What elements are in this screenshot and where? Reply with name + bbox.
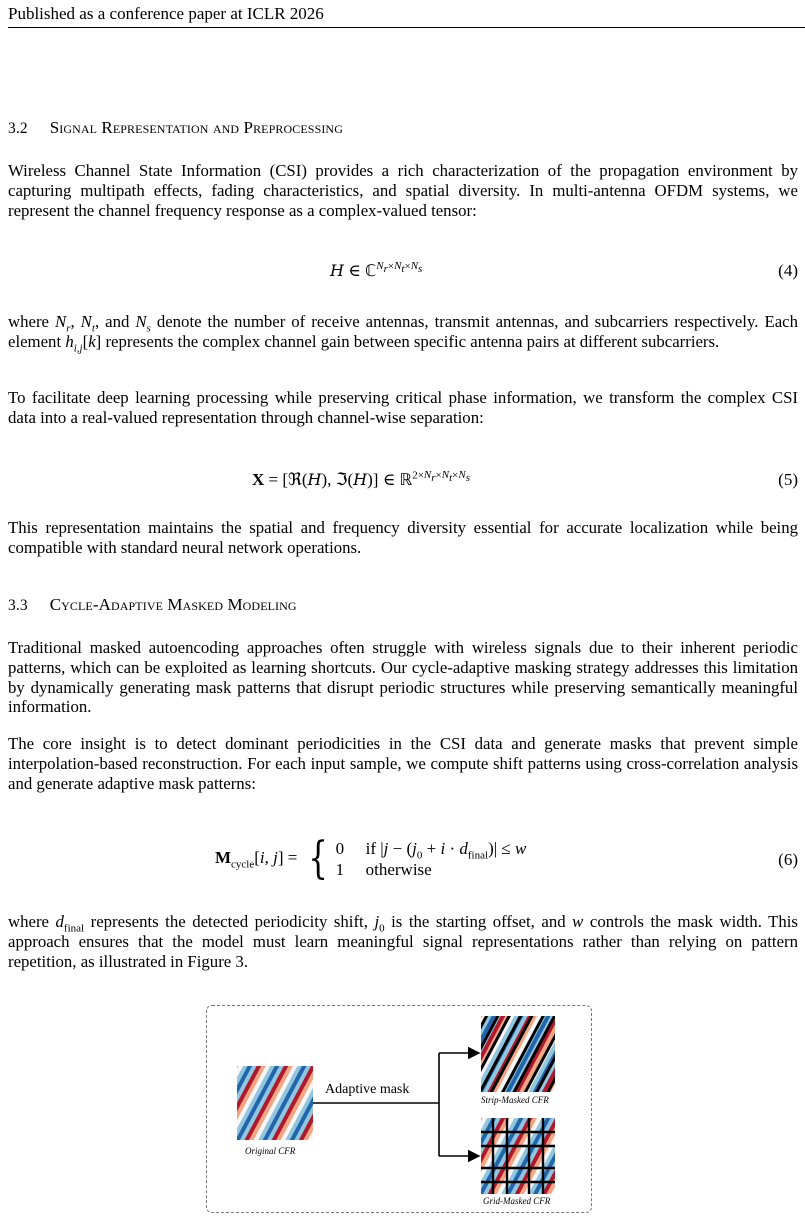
paragraph-representation: This representation maintains the spatial and frequency diversity essential for accurate localization while being compatible with standard neural network operations.	[8, 518, 798, 557]
strip-masked-cfr-image	[481, 1016, 555, 1092]
equation-4-body: H ∈ ℂ$^{N_r\times N_t\times N_s}$	[330, 260, 423, 280]
equation-6-number: (6)	[778, 850, 798, 869]
arrow-label: Adaptive mask	[325, 1082, 410, 1097]
paragraph-masked-autoencoding: Traditional masked autoencoding approaches often struggle with wireless signals due to their inherent periodic patterns, which can be exploited as learning shortcuts. Our cycle-adaptive masking strategy addresses this limitation by dynamically generating mask patterns that disrupt periodic structures while preserving semantically meaningful information.	[8, 638, 798, 717]
equation-6-body: $M_{cycle}[i$, j] = { 0 if $|j - (j_0 + i \cdot d_{final})| \le w$ 1 otherwise	[215, 833, 527, 884]
paragraph-csi-intro: Wireless Channel State Information (CSI) provides a rich characterization of the propagation environment by capturing multipath effects, fading characteristics, and spatial diversity. In multi-antenna OFDM systems, we represent the channel frequency response as a complex-valued tensor:	[8, 161, 798, 220]
page-header: Published as a conference paper at ICLR 2026	[8, 4, 324, 23]
section-title: Signal Representation and Preprocessing	[49, 118, 343, 137]
section-title: Cycle-Adaptive Masked Modeling	[49, 595, 297, 614]
caption-strip-masked-cfr: Strip-Masked CFR	[481, 1095, 549, 1105]
header-rule	[8, 27, 805, 28]
equation-4-number: (4)	[778, 261, 798, 280]
equation-5-body: X = [ℜ(H), ℑ(H)] ∈ ℝ$^{2\times N_r\times N_t\times N_s}$	[252, 469, 471, 489]
paragraph-mask-width: where $d_{final}$ represents the detected periodicity shift, $j_0$ is the starting offset, and w controls the mask width. This approach ensures that the model must learn meaningful signal representations rather than relying on pattern repetition, as illustrated in Figure 3.	[8, 912, 798, 971]
section-3-2-heading	[8, 118, 343, 138]
equation-5-number: (5)	[778, 470, 798, 489]
section-number: 3.2	[8, 120, 28, 137]
grid-masked-cfr-image	[481, 1118, 555, 1194]
caption-grid-masked-cfr: Grid-Masked CFR	[483, 1196, 551, 1206]
figure-3	[206, 1005, 592, 1213]
figure-3-diagram	[207, 1006, 591, 1212]
caption-original-cfr: Original CFR	[245, 1146, 296, 1156]
paragraph-core-insight: The core insight is to detect dominant periodicities in the CSI data and generate masks that prevent simple interpolation-based reconstruction. For each input sample, we compute shift patterns using cross-correlation analysis and generate adaptive mask patterns:	[8, 734, 798, 793]
section-3-3-heading	[8, 595, 297, 615]
original-cfr-image	[237, 1066, 313, 1140]
section-number: 3.3	[8, 597, 28, 614]
paragraph-dimensions: where $N_r$, $N_t$, and $N_s$ denote the number of receive antennas, transmit antennas, and subcarriers respectively. Each element $h_{i,j}[k]$ represents the complex channel gain between specific antenna pairs at different subcarriers.	[8, 312, 798, 355]
paragraph-transform: To facilitate deep learning processing while preserving critical phase information, we transform the complex CSI data into a real-valued representation through channel-wise separation:	[8, 388, 798, 427]
